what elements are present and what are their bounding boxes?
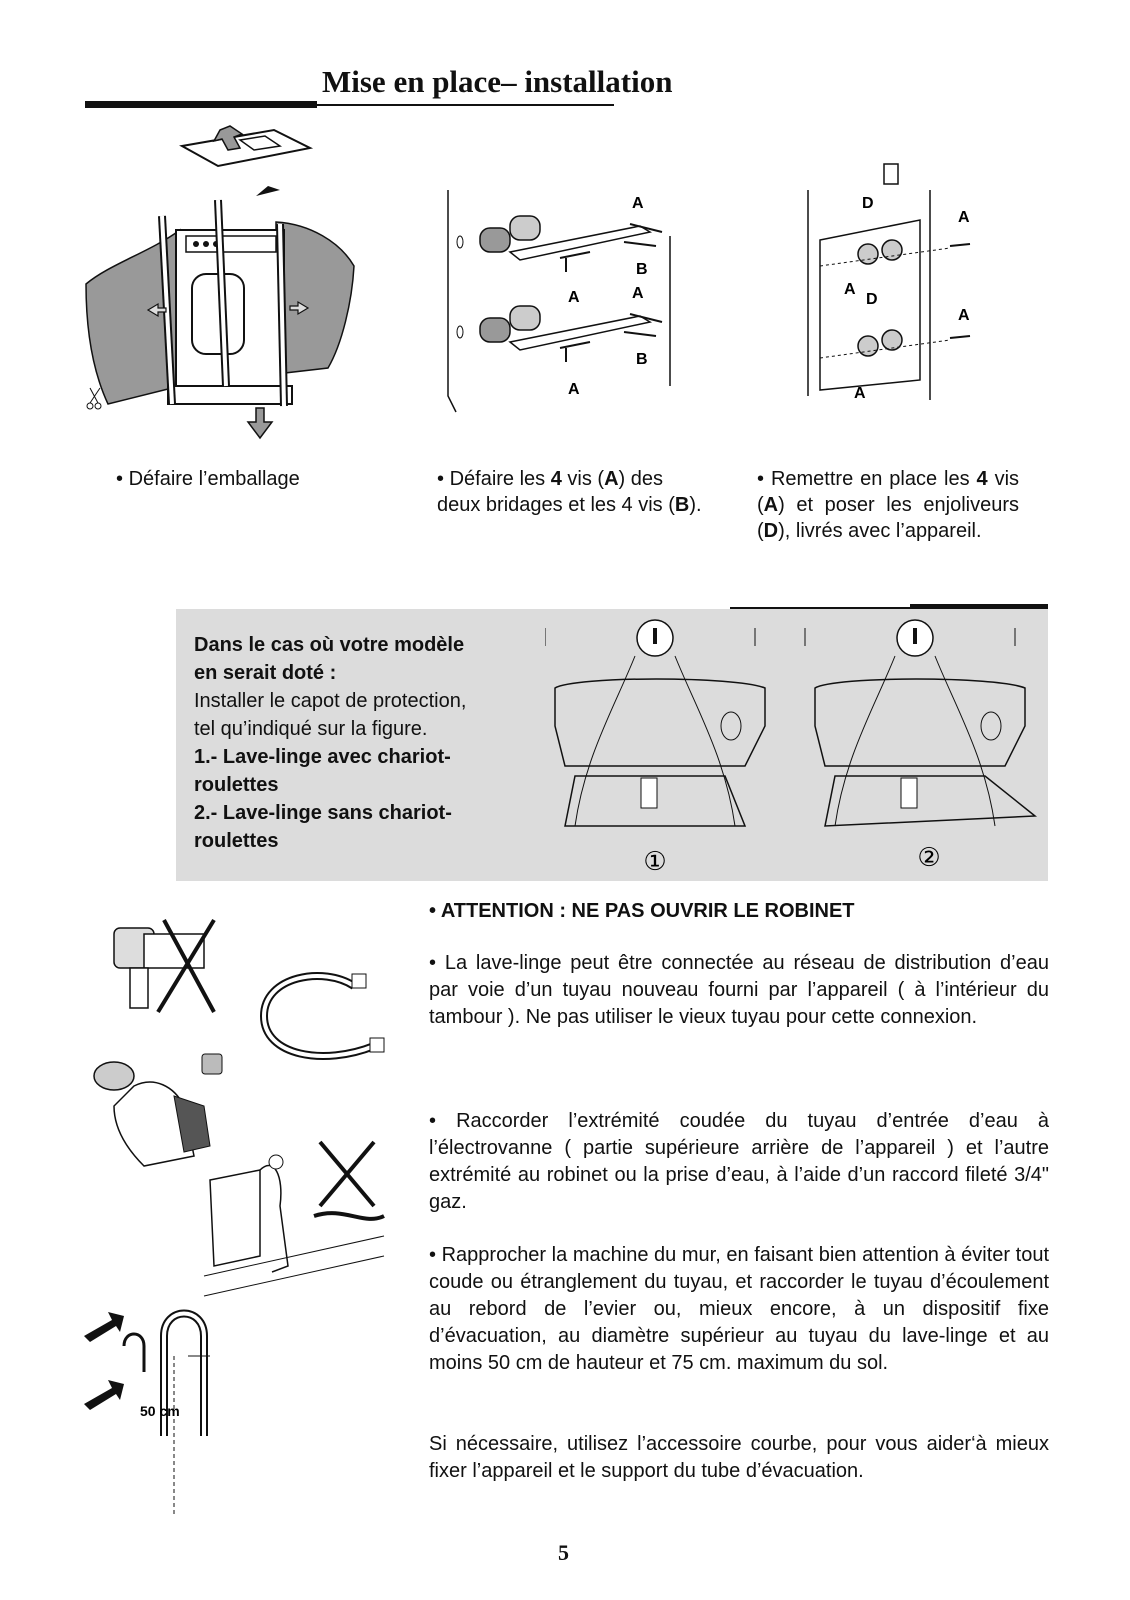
label-a: A — [568, 289, 580, 306]
label-b: B — [636, 351, 648, 368]
page-number: 5 — [558, 1540, 569, 1565]
text-part-bold: A — [604, 468, 619, 490]
arrow-icon — [84, 1380, 124, 1410]
caps-figure — [800, 160, 1020, 410]
box-item-1: 1.- Lave-linge avec chariot- — [194, 746, 451, 768]
text-part: ), livrés avec l’appareil. — [778, 520, 982, 542]
box-item-2: 2.- Lave-linge sans chariot- — [194, 802, 452, 824]
text-part-bold: A — [763, 494, 779, 516]
brackets-figure — [440, 186, 700, 416]
box-heading: en serait doté : — [194, 662, 337, 684]
step-caption-3 — [757, 466, 1019, 544]
text-part-bold: D — [763, 520, 779, 542]
text-part-bold: 4 — [550, 468, 562, 490]
box-body: tel qu’indiqué sur la figure. — [194, 718, 428, 740]
label-a: A — [632, 285, 644, 302]
cover-illustration-2 — [805, 620, 1035, 826]
protection-cover-figure — [545, 616, 1045, 878]
bullet: • — [437, 468, 445, 490]
box-body: Installer le capot de protection, — [194, 690, 467, 712]
label-a: A — [568, 381, 580, 398]
label-b: B — [636, 261, 648, 278]
text-part: vis ( — [757, 468, 1020, 516]
machine-illustration — [86, 200, 354, 406]
hose-illustration — [264, 974, 384, 1056]
panel-illustration — [808, 164, 970, 400]
label-a: A — [958, 209, 970, 226]
arrow-icon — [84, 1312, 124, 1342]
figure-number-1: ① — [643, 846, 667, 876]
text-part-bold: 4 — [976, 468, 988, 490]
label-d: D — [862, 195, 874, 212]
text-part: ). — [689, 494, 702, 516]
scissors-icon — [87, 388, 101, 409]
arrow-icon — [256, 186, 280, 196]
tap-illustration — [114, 920, 214, 1012]
text-part: Défaire l’emballage — [123, 468, 300, 490]
box-item-2: roulettes — [194, 830, 279, 852]
text-part: Défaire les — [444, 468, 551, 490]
page-title: Mise en place– installation — [322, 64, 673, 99]
height-label: 50 cm — [140, 1403, 180, 1419]
bullet: • — [757, 468, 765, 490]
bullet: • — [116, 468, 124, 490]
instruction-paragraph-3: • Rapprocher la machine du mur, en faisant bien attention à éviter tout coude ou étranglement du tuyau, et raccorder le tuyau d’écoulement au rebord de l’evier ou, mieux encore, à un dispositif fixe d’évacuation, au diamètre supérieur au tuyau du lave-linge et au moins 50 cm de hauteur et 75 cm. maximum du sol. — [429, 1244, 1049, 1374]
title-rule-thick — [85, 101, 317, 108]
protection-cover-text — [194, 631, 524, 855]
figure-number-2: ② — [917, 842, 941, 872]
cover-illustration-1 — [545, 620, 765, 826]
box-item-1: roulettes — [194, 774, 279, 796]
box-heading: Dans le cas où votre modèle — [194, 634, 465, 656]
text-part: ) des deux bridages et les 4 vis ( — [437, 468, 675, 516]
unpack-lid-illustration — [182, 126, 310, 166]
label-a: A — [632, 195, 644, 212]
label-a: A — [958, 307, 970, 324]
text-part: vis ( — [561, 468, 605, 490]
text-part-bold: B — [674, 494, 690, 516]
label-d: D — [866, 291, 878, 308]
instruction-paragraph-4: Si nécessaire, utilisez l’accessoire courbe, pour vous aider‘à mieux fixer l’appareil et le support du tube d’évacuation. — [429, 1433, 1049, 1482]
unpack-figure — [80, 124, 370, 454]
instruction-paragraph-2: • Raccorder l’extrémité coudée du tuyau d’entrée d’eau à l’électrovanne ( partie supérieure arrière de l’appareil ) et l’autre extrémité au robinet ou la prise d’eau, à l’aide d’un raccord fileté 3/4" gaz. — [429, 1110, 1049, 1213]
title-rule-thin — [317, 104, 614, 106]
hand-connection-illustration — [94, 1054, 222, 1166]
machine-to-wall-illustration — [204, 1142, 384, 1296]
text-part: Remettre en place les — [764, 468, 977, 490]
step-caption-1 — [116, 466, 376, 492]
instruction-paragraph-1: • La lave-linge peut être connectée au réseau de distribution d’eau par voie d’un tuyau nouveau fourni par l’appareil ( à l’intérieur du tambour ). Ne pas utiliser le vieux tuyau pour cette connexion. — [429, 952, 1049, 1028]
step-caption-2 — [437, 466, 707, 518]
attention-warning: • ATTENTION : NE PAS OUVRIR LE ROBINET — [429, 900, 855, 922]
installation-figures — [84, 916, 424, 1526]
label-a: A — [844, 281, 856, 298]
label-a: A — [854, 385, 866, 402]
arrow-down-icon — [248, 408, 272, 438]
text-part: ) et poser les enjoliveurs ( — [757, 494, 1019, 542]
